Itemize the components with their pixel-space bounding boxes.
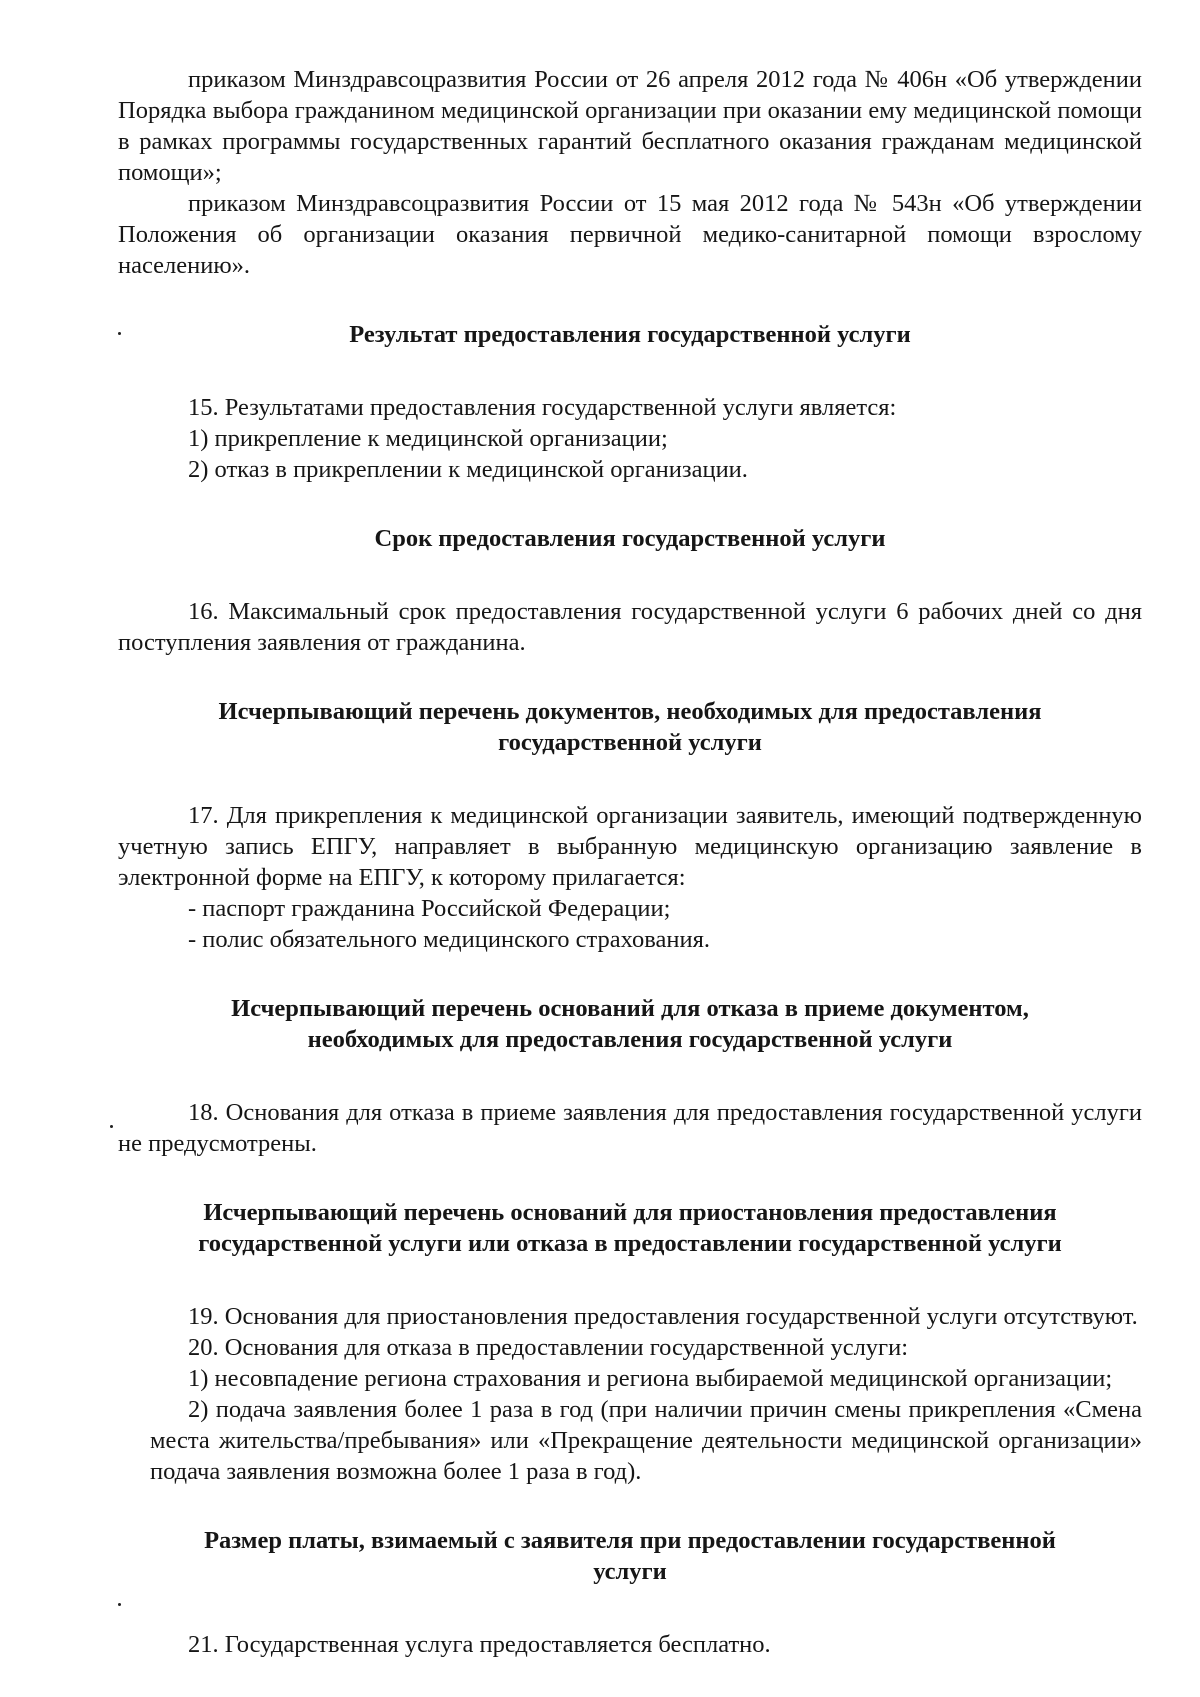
section-heading-refusal-docs-line2: необходимых для предоставления государственной услуги (307, 1026, 953, 1053)
paragraph-21: 21. Государственная услуга предоставляется бесплатно. (188, 1631, 771, 1658)
section-heading-documents-line2: государственной услуги (498, 729, 762, 756)
paragraph-17: 17. Для прикрепления к медицинской организации заявитель, имеющий подтвержденную учетную запись ЕПГУ, направляет в выбранную медицинскую организацию заявление в электронной форме на ЕПГУ, к которому прилагается: (118, 802, 1142, 891)
list-item-passport: - паспорт гражданина Российской Федерации; (188, 895, 671, 922)
section-heading-fee-line1: Размер платы, взимаемый с заявителя при предоставлении государственной (204, 1527, 1056, 1554)
section-heading-suspension-line2: государственной услуги или отказа в предоставлении государственной услуги (198, 1230, 1062, 1257)
section-heading-fee-line2: услуги (593, 1558, 667, 1585)
list-item-refusal: 2) отказ в прикреплении к медицинской организации. (188, 456, 748, 483)
list-item-repeat-application: 2) подача заявления более 1 раза в год (при наличии причин смены прикрепления «Смена места жительства/пребывания» или «Прекращение деятельности медицинской организации» подача заявления возможна более 1 раза в год). (150, 1396, 1142, 1485)
list-item-region-mismatch: 1) несовпадение региона страхования и региона выбираемой медицинской организации; (188, 1365, 1113, 1392)
section-heading-suspension-line1: Исчерпывающий перечень оснований для приостановления предоставления (203, 1199, 1057, 1226)
intro-paragraph-order-406n: приказом Минздравсоцразвития России от 26 апреля 2012 года № 406н «Об утверждении Порядка выбора гражданином медицинской организации при оказании ему медицинской помощи в рамках программы государственных гарантий бесплатного оказания гражданам медицинской помощи»; (118, 66, 1142, 186)
list-item-attachment: 1) прикрепление к медицинской организации; (188, 425, 668, 452)
paragraph-20: 20. Основания для отказа в предоставлении государственной услуги: (188, 1334, 909, 1361)
paragraph-19: 19. Основания для приостановления предоставления государственной услуги отсутствуют. (188, 1303, 1138, 1330)
list-item-insurance-policy: - полис обязательного медицинского страхования. (188, 926, 710, 953)
intro-paragraph-order-543n: приказом Минздравсоцразвития России от 15 мая 2012 года № 543н «Об утверждении Положения об организации оказания первичной медико-санитарной помощи взрослому населению». (118, 190, 1142, 279)
suspension-list-block (118, 1301, 1142, 1487)
section-heading-refusal-docs-line1: Исчерпывающий перечень оснований для отказа в приеме документом, (231, 995, 1029, 1022)
section-heading-term: Срок предоставления государственной услуги (374, 525, 886, 552)
paragraph-16: 16. Максимальный срок предоставления государственной услуги 6 рабочих дней со дня поступления заявления от гражданина. (118, 598, 1142, 656)
section-heading-documents-line1: Исчерпывающий перечень документов, необходимых для предоставления (218, 698, 1042, 725)
scan-speck (110, 1125, 113, 1128)
document-body (118, 64, 1142, 1660)
section-heading-result: Результат предоставления государственной услуги (349, 321, 911, 348)
paragraph-18: 18. Основания для отказа в приеме заявления для предоставления государственной услуги не предусмотрены. (118, 1099, 1142, 1157)
paragraph-15: 15. Результатами предоставления государственной услуги является: (188, 394, 897, 421)
